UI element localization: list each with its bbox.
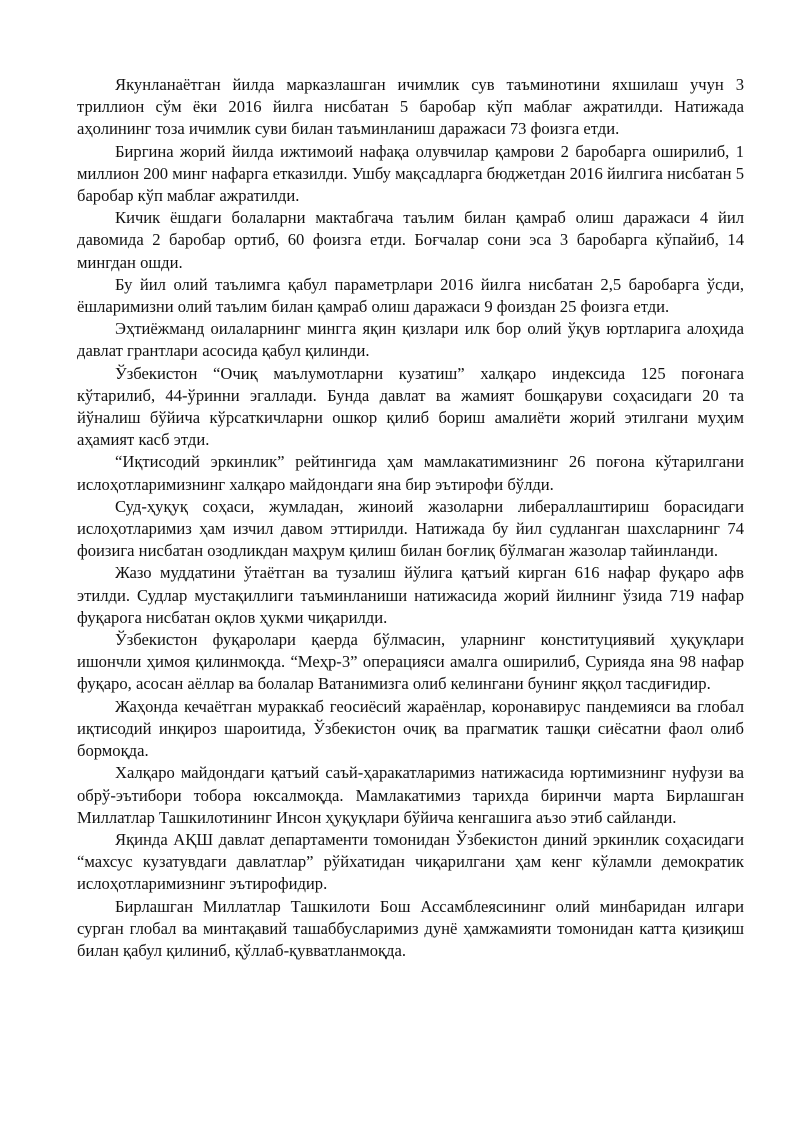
paragraph-higher-education: Бу йил олий таълимга қабул параметрлари 2016 йилга нисбатан 2,5 баробарга ўсди, ёшларимизни олий таълим билан қамраб олиш даражаси 9 фоиздан 25 фоизга етди. [77, 274, 744, 317]
paragraph-grants: Эҳтиёжманд оилаларнинг мингга яқин қизлари илк бор олий ўқув юртларига алоҳида давлат грантлари асосида қабул қилинди. [77, 319, 744, 361]
paragraph-judicial-reform: Суд-ҳуқуқ соҳаси, жумладан, жиноий жазоларни либераллаштириш борасидаги ислоҳотларимиз ҳам изчил давом эттирилди. Натижада бу йил судланган шахсларнинг 74 фоизига нисбатан озодликдан маҳрум қилиш билан боғлиқ бўлмаган жазолар тайинланди. [77, 496, 744, 561]
paragraph-un-initiatives: Бирлашган Миллатлар Ташкилоти Бош Ассамблеясининг олий минбаридан илгари сурган глобал ва минтақавий ташаббусларимиз дунё ҳамжамияти томонидан катта қизиқиш билан қабул қилиниб, қўллаб-қувватланмоқда. [77, 896, 744, 960]
paragraph-economic-freedom: “Иқтисодий эркинлик” рейтингида ҳам мамлакатимизнинг 26 поғона кўтарилгани ислоҳотларимизнинг халқаро майдондаги яна бир эътирофи бўлди. [77, 452, 744, 494]
paragraph-international-reputation: Халқаро майдондаги қатъий саъй-ҳаракатларимиз натижасида юртимизнинг нуфузи ва обрў-эътибори тобора юксалмоқда. Мамлакатимиз тарихда биринчи марта Бирлашган Миллатлар Ташкилотининг Инсон ҳуқуқлари бўйича кенгашига аъзо этиб сайланди. [77, 763, 744, 827]
paragraph-foreign-policy: Жаҳонда кечаётган мураккаб геосиёсий жараёнлар, коронавирус пандемияси ва глобал иқтисодий инқироз шароитида, Ўзбекистон очиқ ва прагматик ташқи сиёсатни фаол олиб бормоқда. [77, 696, 744, 761]
paragraph-open-data-index: Ўзбекистон “Очиқ маълумотларни кузатиш” халқаро индексида 125 поғонага кўтарилиб, 44-ўринни эгаллади. Бунда давлат ва жамият бошқаруви соҳасидаги 20 та йўналиш бўйича кўрсаткичларни ошкор қилиб бориш амалиёти жорий этилгани муҳим аҳамият касб этди. [77, 363, 744, 450]
paragraph-religious-freedom: Яқинда АҚШ давлат департаменти томонидан Ўзбекистон диний эркинлик соҳасидаги “махсус кузатувдаги давлатлар” рўйхатидан чиқарилгани ҳам кенг кўламли демократик ислоҳотларимизнинг эътирофидир. [77, 829, 744, 894]
paragraph-water-supply: Якунланаётган йилда марказлашган ичимлик сув таъминотини яхшилаш учун 3 триллион сўм ёки 2016 йилга нисбатан 5 баробар кўп маблағ ажратилди. Натижада аҳолининг тоза ичимлик суви билан таъминланиш даражаси 73 фоизга етди. [77, 75, 744, 139]
paragraph-pardon: Жазо муддатини ўтаётган ва тузалиш йўлига қатъий кирган 616 нафар фуқаро афв этилди. Судлар мустақиллиги таъминланиши натижасида жорий йилнинг ўзида 719 нафар фуқарога нисбатан оқлов ҳукми чиқарилди. [77, 563, 744, 627]
paragraph-preschool-education: Кичик ёшдаги болаларни мактабгача таълим билан қамраб олиш даражаси 4 йил давомида 2 баробар ортиб, 60 фоизга етди. Боғчалар сони эса 3 баробарга кўпайиб, 14 мингдан ошди. [77, 208, 744, 272]
paragraph-social-benefits: Биргина жорий йилда ижтимоий нафақа олувчилар қамрови 2 баробарга оширилиб, 1 миллион 200 минг нафарга етказилди. Ушбу мақсадларга бюджетдан 2016 йилгига нисбатан 5 баробар кўп маблағ ажратилди. [77, 141, 744, 206]
document-page [77, 74, 744, 962]
paragraph-citizens-protection: Ўзбекистон фуқаролари қаерда бўлмасин, уларнинг конституциявий ҳуқуқлари ишончли ҳимоя қилинмоқда. “Меҳр-3” операцияси амалга оширилиб, Сурияда яна 98 нафар фуқаро, асосан аёллар ва болалар Ватанимизга олиб келингани бунинг яққол тасдиғидир. [77, 630, 744, 694]
